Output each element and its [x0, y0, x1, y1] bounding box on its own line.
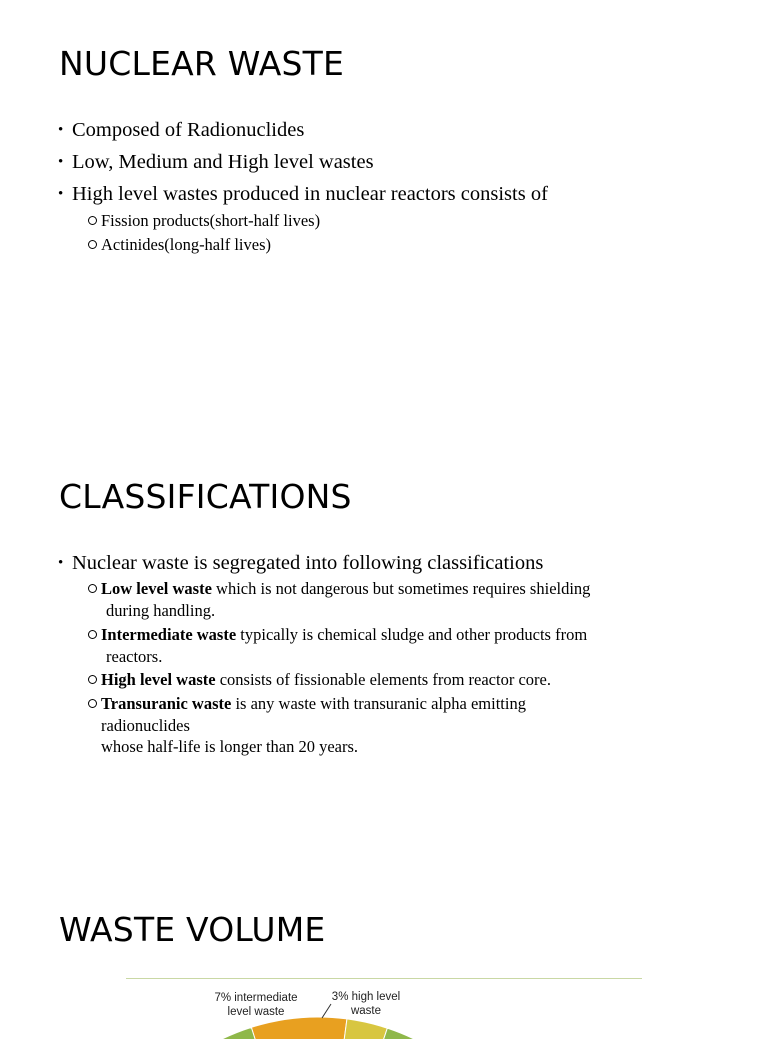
chart-label-intermediate-line1: 7% intermediate — [214, 992, 298, 1004]
bullet-segregated: • Nuclear waste is segregated into following classifications — [58, 552, 543, 575]
slide-title-waste-volume: WASTE VOLUME — [59, 910, 326, 949]
class-transuranic-cont: radionuclides — [101, 715, 190, 735]
bullet-high-level: • High level wastes produced in nuclear reactors consists of — [58, 183, 548, 206]
chart-label-intermediate-line2: level waste — [227, 1006, 285, 1018]
circle-bullet-icon — [88, 699, 97, 708]
class-transuranic — [88, 693, 526, 758]
circle-bullet-icon — [88, 630, 97, 639]
subbullet-fission-text: Fission products(short-half lives) — [101, 211, 321, 230]
class-intermediate-cont: reactors. — [106, 646, 163, 666]
class-intermediate — [88, 624, 587, 667]
class-transuranic-desc: is any waste with transuranic alpha emitting — [231, 694, 526, 713]
slide-title-nuclear-waste: NUCLEAR WASTE — [59, 44, 345, 83]
circle-bullet-icon — [88, 584, 97, 593]
class-intermediate-term: Intermediate waste — [101, 625, 237, 644]
bullet-levels: • Low, Medium and High level wastes — [58, 151, 374, 174]
slide-title-classifications: CLASSIFICATIONS — [59, 477, 352, 516]
class-high-level — [88, 669, 551, 691]
circle-bullet-icon — [88, 240, 97, 249]
chart-label-high-line2: waste — [350, 1005, 382, 1017]
class-low-level — [88, 578, 590, 621]
subbullet-fission — [88, 210, 320, 232]
class-low-level-cont: during handling. — [106, 600, 216, 620]
waste-volume-pie — [126, 979, 642, 1039]
subbullet-actinides-text: Actinides(long-half lives) — [101, 235, 271, 254]
circle-bullet-icon — [88, 216, 97, 225]
class-intermediate-desc: typically is chemical sludge and other products from — [236, 625, 588, 644]
class-transuranic-term: Transuranic waste — [101, 694, 232, 713]
circle-bullet-icon — [88, 675, 97, 684]
waste-volume-chart — [126, 978, 642, 1039]
bullet-composed: • Composed of Radionuclides — [58, 119, 304, 142]
class-high-level-term: High level waste — [101, 670, 216, 689]
leader-line — [322, 1004, 331, 1018]
class-low-level-desc: which is not dangerous but sometimes requires shielding — [211, 579, 591, 598]
class-high-level-desc: consists of fissionable elements from reactor core. — [215, 670, 551, 689]
subbullet-actinides — [88, 234, 271, 256]
pie-slice-0 — [251, 1017, 347, 1039]
class-transuranic-cont2: whose half-life is longer than 20 years. — [101, 737, 359, 756]
class-low-level-term: Low level waste — [101, 579, 212, 598]
chart-label-high-line1: 3% high level — [331, 991, 401, 1003]
